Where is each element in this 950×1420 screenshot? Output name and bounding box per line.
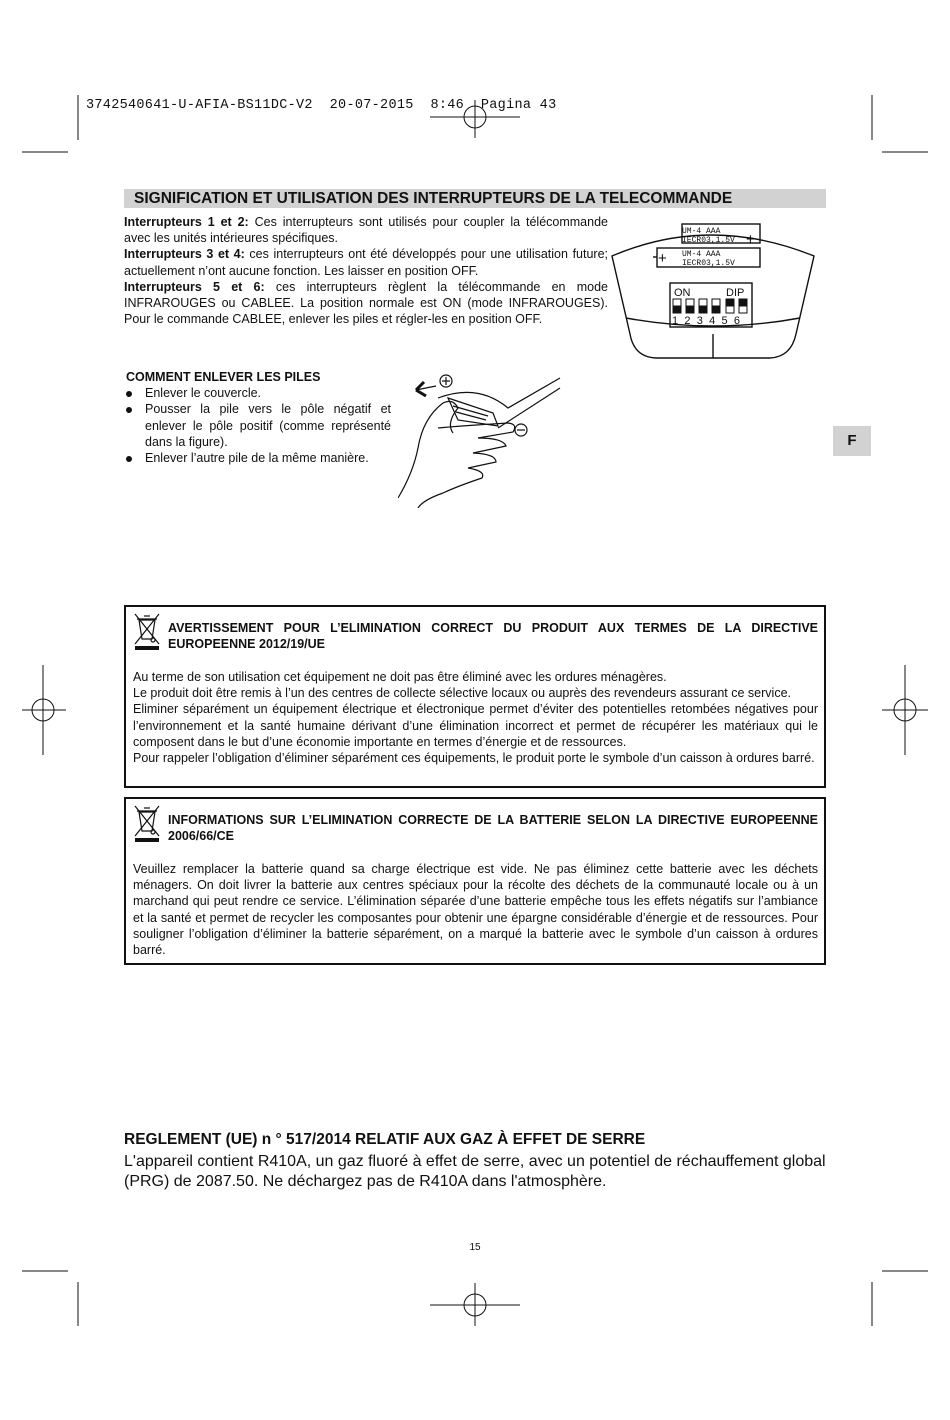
language-tab: F (833, 426, 871, 456)
bullet-icon (126, 391, 132, 397)
dip-label: DIP (726, 287, 745, 299)
battery-label-line2: IECR03,1.5V (682, 259, 735, 268)
dip-numbers: 1 2 3 4 5 6 (672, 315, 742, 327)
crossed-bin-icon (133, 804, 161, 844)
switch-paragraph-2 (124, 246, 608, 278)
switch-label: Interrupteurs 5 et 6: (124, 279, 265, 294)
paragraph: Pour rappeler l’obligation d’éliminer séparément ces équipements, le produit porte le symbole d’un caisson à ordures barré. (133, 751, 815, 766)
battery-notice-body (133, 861, 818, 958)
battery-disposal-notice (124, 797, 826, 965)
switch-label: Interrupteurs 3 et 4: (124, 247, 245, 262)
list-item: Enlever l’autre pile de la même manière. (126, 450, 391, 466)
battery-removal-section (126, 369, 391, 466)
plus-sign: + (746, 231, 755, 248)
section-title: SIGNIFICATION ET UTILISATION DES INTERRUPTEURS DE LA TELECOMMANDE (124, 189, 826, 208)
switch-description (124, 214, 608, 327)
crossed-bin-icon (133, 612, 161, 652)
print-header: 3742540641-U-AFIA-BS11DC-V2 20-07-2015 8:46 Pagina 43 (86, 98, 557, 113)
remote-control-figure (610, 216, 816, 362)
paragraph: Au terme de son utilisation cet équipement ne doit pas être éliminé avec les ordures ménagères. (133, 670, 667, 684)
switch-text: Ces interrupteurs sont utilisés pour coupler la télécommande avec les unités intérieures spécifiques. (124, 215, 608, 246)
battery-label-line2: IECR03,1.5V (682, 236, 735, 245)
list-item: Enlever le couvercle. (126, 385, 391, 401)
weee-notice-body (133, 669, 818, 766)
paragraph: Le produit doit être remis à l’un des centres de collecte sélective locaux ou auprès des revendeurs assurant ce service. (133, 686, 791, 701)
battery-removal-illustration (398, 368, 563, 508)
dip-on-label: ON (674, 287, 691, 299)
plus-sign: + (658, 250, 667, 267)
switch-text: ces interrupteurs règlent la télécommande en mode INFRAROUGES ou CABLEE. La position normale est ON (mode INFRAROUGES). Pour le commande CABLEE, enlever les piles et régler-les en position OFF. (124, 279, 609, 327)
dip-switches (673, 299, 747, 313)
gas-regulation-title: REGLEMENT (UE) n ° 517/2014 RELATIF AUX GAZ À EFFET DE SERRE (124, 1131, 646, 1148)
gas-regulation-text: L'appareil contient R410A, un gaz fluoré à effet de serre, avec un potentiel de réchauffement global (PRG) de 2087.50. Ne déchargez pas de R410A dans l'atmosphère. (124, 1153, 826, 1190)
battery-removal-title: COMMENT ENLEVER LES PILES (126, 370, 321, 384)
battery-label-line1: UM-4 AAA (682, 250, 721, 259)
weee-disposal-notice (124, 605, 826, 788)
bullet-icon (126, 407, 132, 413)
battery-removal-steps (126, 385, 391, 466)
weee-notice-title: AVERTISSEMENT POUR L’ELIMINATION CORRECT DU PRODUIT AUX TERMES DE LA DIRECTIVE EUROPEENNE 2012/19/UE (168, 621, 818, 652)
switch-paragraph-3 (124, 279, 608, 328)
battery-label-line1: UM-4 AAA (682, 227, 721, 236)
page-number: 15 (469, 1242, 481, 1253)
bullet-icon (126, 456, 132, 462)
list-item: Pousser la pile vers le pôle négatif et enlever le pôle positif (comme représenté dans la figure). (126, 401, 391, 450)
paragraph: Veuillez remplacer la batterie quand sa charge électrique est vide. Ne pas éliminez cette batterie avec les déchets ménagers. On doit livrer la batterie aux centres spéciaux pour la récolte des déchets de la communauté locale ou à un marchand qui peut rendre ce service. L’élimination séparée d’une batterie empêche tous les effets négatifs sur l’ambiance et la santé et permet de recycler les composantes pour obtenir une épargne considérable d’énergie et de ressources. Pour souligner l’obligation d’éliminer la batterie séparément, on a marqué la batterie avec le symbole d’un caisson à ordures barré. (133, 862, 818, 958)
switch-paragraph-1 (124, 214, 608, 246)
switch-text: ces interrupteurs ont été développés pour une utilisation future; actuellement n’ont aucune fonction. Les laisser en position OFF. (124, 247, 609, 278)
paragraph: Eliminer séparément un équipement électrique et électronique permet d’éviter des potentielles retombées négatives pour l’environnement et la santé humaine dérivant d’une élimination incorrect et permet de récupérer les matériaux qui le composent dans le but d’une économie importante en termes d’énergie et de ressources. (133, 702, 818, 749)
battery-notice-title: INFORMATIONS SUR L’ELIMINATION CORRECTE DE LA BATTERIE SELON LA DIRECTIVE EUROPEENNE 2006/66/CE (168, 813, 818, 844)
switch-label: Interrupteurs 1 et 2: (124, 215, 249, 229)
